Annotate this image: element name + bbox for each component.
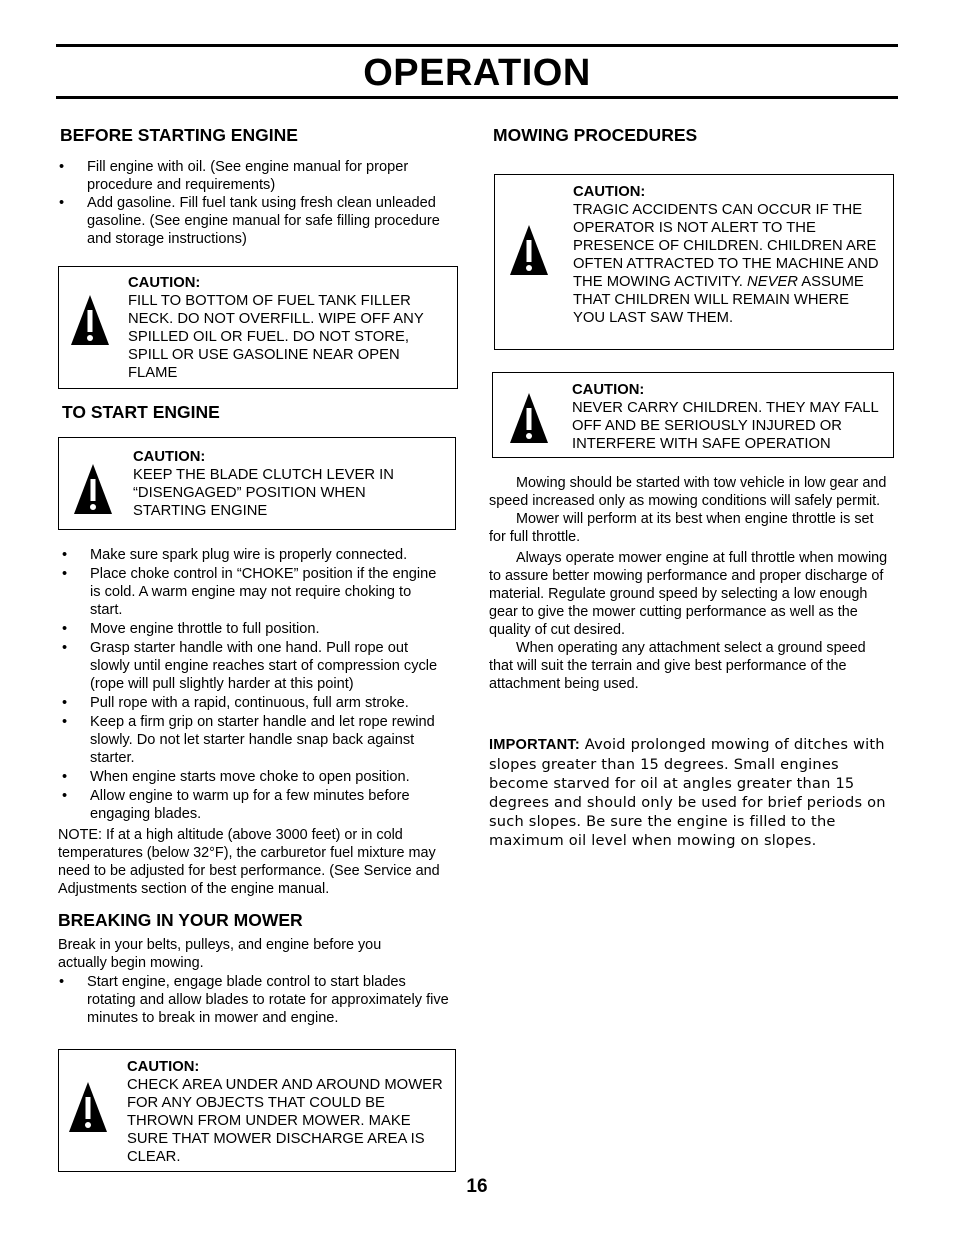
caution-text: CHECK AREA UNDER AND AROUND MOWER FOR ANY OBJECTS THAT COULD BE THROWN FROM UNDER MOWER. MAKE SURE THAT MOWER DISCHARGE AREA IS CLEAR. [127, 1077, 443, 1165]
paragraph: Always operate mower engine at full throttle when mowing to assure better mowing performance and proper discharge of material. Regulate ground speed by selecting a low enough gear to give the mower cutting performance as well as the quality of cut desired. [489, 550, 888, 638]
right-column [489, 124, 897, 850]
list-item: • When engine starts move choke to open position. [61, 768, 446, 786]
important-note: IMPORTANT: Avoid prolonged mowing of ditches with slopes greater than 15 degrees. Small engines become starved for oil at angles greater than 15 degrees and should only be used for brief periods on such slopes. Be sure the engine is filled to the maximum oil level when mowing on slopes. [489, 736, 886, 849]
list-item: • Keep a firm grip on starter handle and let rope rewind slowly. Do not let starter handle snap back against starter. [61, 713, 446, 767]
page-title: OPERATION [363, 52, 591, 94]
caution-title: CAUTION: [128, 275, 201, 291]
title-underline [56, 96, 898, 99]
breaking-in-list [58, 973, 456, 1027]
caution-box-fuel [58, 266, 458, 389]
warning-icon [510, 393, 548, 447]
breaking-in-text: Break in your belts, pulleys, and engine before you actually begin mowing. [58, 937, 382, 971]
caution-text: KEEP THE BLADE CLUTCH LEVER IN “DISENGAGED” POSITION WHEN STARTING ENGINE [133, 467, 394, 519]
list-item: • Place choke control in “CHOKE” position if the engine is cold. A warm engine may not require choking to start. [61, 565, 446, 619]
list-item: • Make sure spark plug wire is properly connected. [61, 546, 446, 564]
before-starting-list [58, 158, 458, 248]
list-item: • Pull rope with a rapid, continuous, full arm stroke. [61, 694, 446, 712]
top-rule [56, 44, 898, 47]
start-engine-list [61, 546, 446, 823]
caution-title: CAUTION: [573, 184, 646, 200]
caution-text: NEVER CARRY CHILDREN. THEY MAY FALL OFF AND BE SERIOUSLY INJURED OR INTERFERE WITH SAFE OPERATION [572, 400, 879, 452]
list-item: • Move engine throttle to full position. [61, 620, 446, 638]
paragraph: Mowing should be started with tow vehicle in low gear and speed increased only as mowing conditions will safely permit. [489, 475, 887, 509]
list-item: • Start engine, engage blade control to start blades rotating and allow blades to rotate for approximately five minutes to break in mower and engine. [58, 973, 456, 1027]
list-item: • Grasp starter handle with one hand. Pull rope out slowly until engine reaches start of compression cycle (rope will pull slightly harder at this point) [61, 639, 446, 693]
caution-box-clutch [58, 437, 456, 530]
caution-title: CAUTION: [572, 382, 645, 398]
important-label: IMPORTANT: [489, 737, 580, 753]
altitude-note: NOTE: If at a high altitude (above 3000 feet) or in cold temperatures (below 32°F), the carburetor fuel mixture may need to be adjusted for best performance. (See Service and Adjustments section of the engine manual. [58, 827, 440, 897]
list-item: • Fill engine with oil. (See engine manual for proper procedure and requirements) [58, 158, 458, 194]
mowing-paragraphs [489, 474, 891, 693]
list-item: • Add gasoline. Fill fuel tank using fresh clean unleaded gasoline. (See engine manual for safe filling procedure and storage instructions) [58, 194, 458, 248]
mowing-procedures-heading: MOWING PROCEDURES [493, 125, 698, 145]
page-number: 16 [466, 1176, 488, 1197]
paragraph: When operating any attachment select a ground speed that will suit the terrain and give best performance of the attachment being used. [489, 640, 866, 692]
warning-icon [74, 464, 112, 518]
caution-box-carry-children [492, 372, 894, 458]
warning-icon [71, 295, 109, 349]
before-starting-heading: BEFORE STARTING ENGINE [60, 125, 298, 145]
paragraph: Mower will perform at its best when engine throttle is set for full throttle. [489, 511, 874, 545]
list-item: • Allow engine to warm up for a few minutes before engaging blades. [61, 787, 446, 823]
warning-icon [510, 225, 548, 279]
caution-title: CAUTION: [133, 449, 206, 465]
left-column [58, 124, 458, 1172]
breaking-in-heading: BREAKING IN YOUR MOWER [58, 910, 303, 930]
caution-box-children-alert [494, 174, 894, 350]
caution-title: CAUTION: [127, 1059, 200, 1075]
caution-text: FILL TO BOTTOM OF FUEL TANK FILLER NECK. DO NOT OVERFILL. WIPE OFF ANY SPILLED OIL OR FUEL. DO NOT STORE, SPILL OR USE GASOLINE NEAR OPEN FLAME [128, 293, 424, 381]
caution-box-objects [58, 1049, 456, 1172]
to-start-heading: TO START ENGINE [62, 402, 220, 422]
warning-icon [69, 1082, 107, 1136]
caution-text: TRAGIC ACCIDENTS CAN OCCUR IF THE OPERATOR IS NOT ALERT TO THE PRESENCE OF CHILDREN. CHILDREN ARE OFTEN ATTRACTED TO THE MACHINE AND THE MOWING ACTIVITY. NEVER ASSUME THAT CHILDREN WILL REMAIN WHERE YOU LAST SAW THEM. [573, 202, 879, 326]
